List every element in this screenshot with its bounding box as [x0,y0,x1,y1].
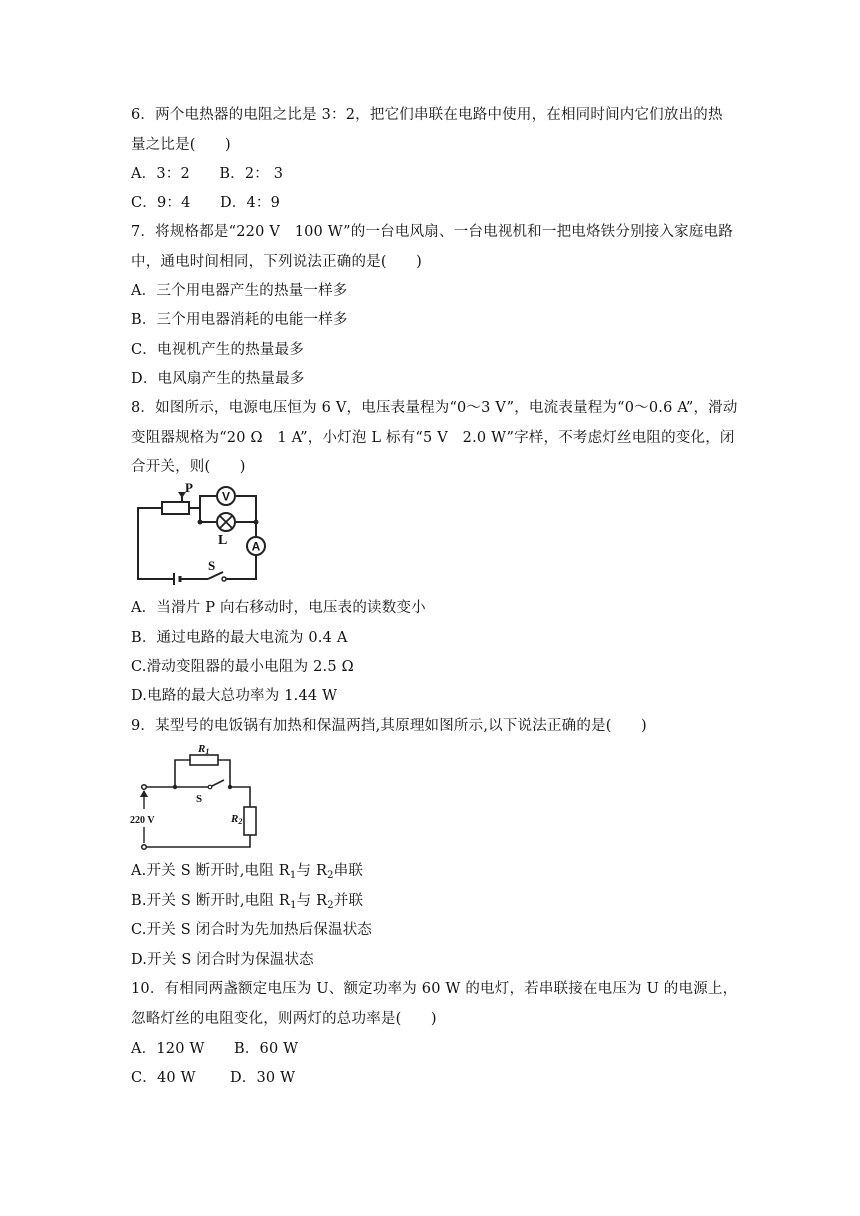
q8-label-v: V [221,489,231,504]
q8-option-a: A．当滑片 P 向右移动时，电压表的读数变小 [131,600,426,616]
q8-switch-blade [208,572,223,579]
q9-resistor-r1 [190,755,218,765]
q9-option-c: C.开关 S 闭合时为先加热后保温状态 [131,922,373,938]
q10-options-line2: C．40 W D．30 W [131,1070,296,1086]
q8-wire-left [138,508,174,579]
q8-option-b: B．通过电路的最大电流为 0.4 A [131,630,348,646]
q9-circuit-diagram [128,743,268,855]
q9-label-r2: R2 [231,813,243,826]
q9-stem-line1: 9．某型号的电饭锅有加热和保温两挡,其原理如图所示,以下说法正确的是( ) [131,718,647,734]
q8-option-c: C.滑动变阻器的最小电阻为 2.5 Ω [131,659,354,675]
q9-option-a: A.开关 S 断开时,电阻 $R_1$与 $R_2$串联 [131,863,364,881]
q8-stem-line2: 变阻器规格为“20 Ω 1 A”，小灯泡 L 标有“5 V 2.0 W”字样，不考虑灯丝电阻的变化，闭 [131,430,735,446]
q6-stem-line1: 6．两个电热器的电阻之比是 3：2，把它们串联在电路中使用，在相同时间内它们放出的热 [131,107,723,123]
q6-stem-line2: 量之比是( ) [131,137,231,153]
q8-label-a: A [251,539,261,554]
q6-options-line2: C．9：4 D．4：9 [131,195,281,211]
q8-label-l: L [218,533,228,548]
q8-label-p: P [185,482,193,495]
q9-label-voltage: 220 V [130,815,155,826]
q8-stem-line3: 合开关，则( ) [131,459,246,475]
q7-option-d: D．电风扇产生的热量最多 [131,371,305,387]
q10-stem-line1: 10．有相同两盏额定电压为 U、额定功率为 60 W 的电灯，若串联接在电压为 U 的电源上， [131,981,738,997]
q8-circuit-diagram [128,482,274,590]
q9-option-d: D.开关 S 闭合时为保温状态 [131,952,314,968]
q10-stem-line2: 忽略灯丝的电阻变化，则两灯的总功率是( ) [131,1011,437,1027]
q10-options-line1: A．120 W B．60 W [131,1041,299,1057]
q7-option-a: A．三个用电器产生的热量一样多 [131,283,348,299]
q9-resistor-r2 [244,807,256,835]
q8-label-s: S [208,558,216,573]
q7-stem-line2: 中，通电时间相同，下列说法正确的是( ) [131,254,423,270]
q9-label-s: S [196,793,203,805]
q8-rheostat [162,502,189,514]
q9-label-r1: R1 [198,743,210,756]
q9-terminal-bottom [142,845,147,850]
q9-terminal-top [142,785,147,790]
q8-option-d: D.电路的最大总功率为 1.44 W [131,688,338,704]
q9-option-b: B.开关 S 断开时,电阻 $R_1$与 $R_2$并联 [131,893,364,911]
q6-options-line1: A．3：2 B．2： 3 [131,166,284,182]
q7-option-b: B．三个用电器消耗的电能一样多 [131,312,348,328]
q7-option-c: C．电视机产生的热量最多 [131,342,304,358]
q7-stem-line1: 7．将规格都是“220 V 100 W”的一台电风扇、一台电视机和一把电烙铁分别接入家庭电路 [131,224,733,240]
q8-stem-line1: 8．如图所示，电源电压恒为 6 V，电压表量程为“0～3 V”，电流表量程为“0～0.6 A”，滑动 [131,400,738,416]
q8-wire-bottom-right [224,556,256,579]
